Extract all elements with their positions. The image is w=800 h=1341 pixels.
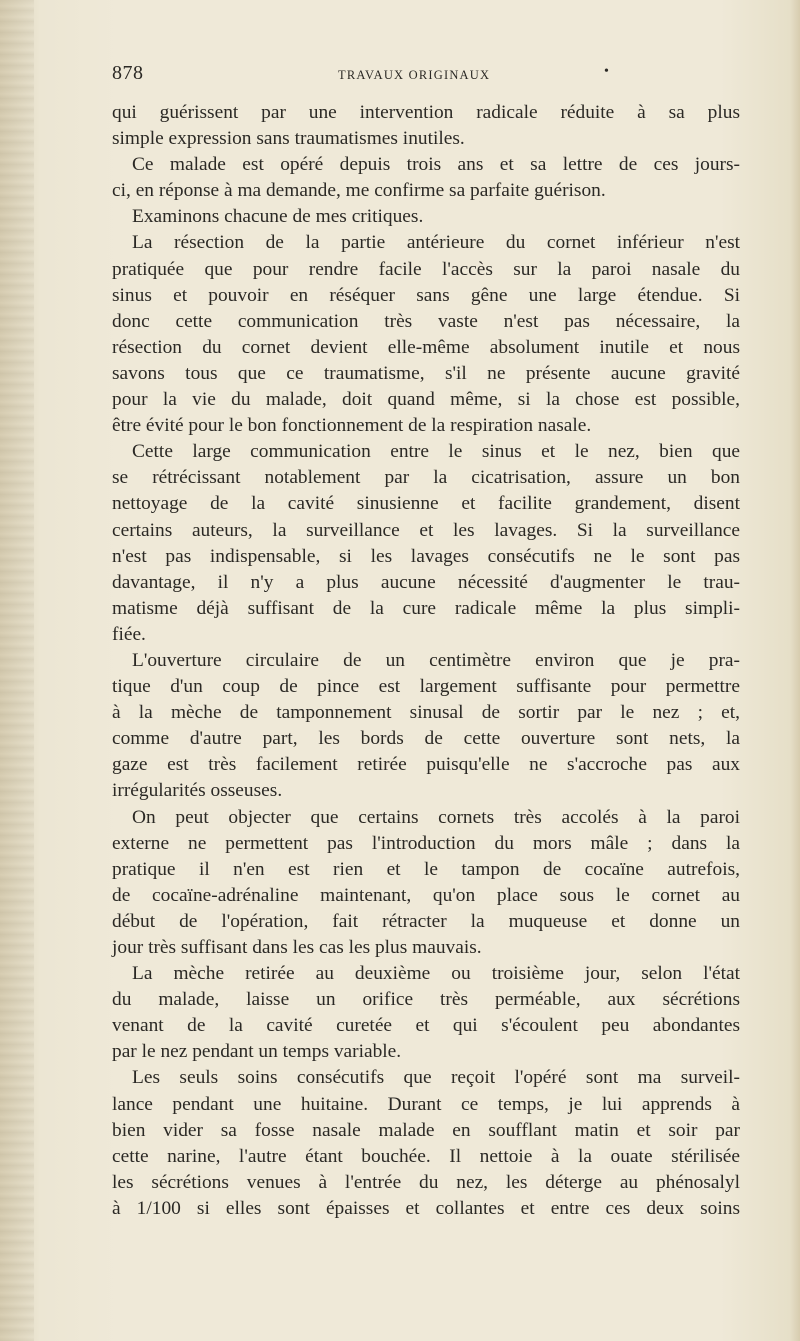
text-line: Les seuls soins consécutifs que reçoit l'opéré sont ma surveil- — [132, 1067, 740, 1089]
text-line: comme d'autre part, les bords de cette ouverture sont nets, la — [112, 728, 740, 750]
text-line: L'ouverture circulaire de un centimètre environ que je pra- — [132, 649, 740, 671]
text-line: bien vider sa fosse nasale malade en soufflant matin et soir par — [112, 1119, 740, 1141]
text-line: de cocaïne-adrénaline maintenant, qu'on place sous le cornet au — [112, 884, 740, 906]
text-line: lance pendant une huitaine. Durant ce temps, je lui apprends à — [112, 1093, 740, 1115]
running-head: TRAVAUX ORIGINAUX — [338, 68, 491, 82]
text-line: être évité pour le bon fonctionnement de la respiration nasale. — [112, 415, 592, 437]
text-line: à 1/100 si elles sont épaisses et collantes et entre ces deux soins — [112, 1197, 740, 1219]
text-line: La mèche retirée au deuxième ou troisième jour, selon l'état — [132, 963, 740, 985]
text-line: On peut objecter que certains cornets très accolés à la paroi — [132, 806, 740, 828]
text-line: ci, en réponse à ma demande, me confirme sa parfaite guérison. — [112, 180, 606, 202]
text-line: qui guérissent par une intervention radicale réduite à sa plus — [112, 102, 740, 123]
text-line: par le nez pendant un temps variable. — [112, 1041, 402, 1063]
text-line: venant de la cavité curetée et qui s'écoulent peu abondantes — [112, 1015, 740, 1037]
text-line: les sécrétions venues à l'entrée du nez, les déterge au phénosalyl — [112, 1171, 740, 1193]
text-line: matisme déjà suffisant de la cure radicale même la plus simpli- — [112, 597, 740, 619]
text-line: pratiquée que pour rendre facile l'accès sur la paroi nasale du — [112, 258, 740, 280]
text-line: certains auteurs, la surveillance et les lavages. Si la surveillance — [112, 519, 740, 541]
text-line: cette narine, l'autre étant bouchée. Il nettoie à la ouate stérilisée — [112, 1145, 740, 1167]
page-header — [112, 62, 740, 88]
text-line: tique d'un coup de pince est largement suffisante pour permettre — [112, 676, 740, 698]
text-line: fiée. — [112, 623, 146, 645]
text-line: sinus et pouvoir en réséquer sans gêne une large étendue. Si — [112, 284, 740, 306]
text-line: pour la vie du malade, doit quand même, si la chose est possible, — [112, 389, 740, 411]
body-text — [112, 100, 740, 1222]
text-line: à la mèche de tamponnement sinusal de sortir par le nez ; et, — [112, 702, 740, 724]
text-line: résection du cornet devient elle-même absolument inutile et nous — [112, 336, 740, 358]
text-line: Cette large communication entre le sinus et le nez, bien que — [132, 441, 740, 463]
text-line: Ce malade est opéré depuis trois ans et sa lettre de ces jours- — [132, 154, 740, 176]
text-line: gaze est très facilement retirée puisqu'elle ne s'accroche pas aux — [112, 754, 740, 776]
text-line: se rétrécissant notablement par la cicatrisation, assure un bon — [112, 467, 740, 489]
text-line: Examinons chacune de mes critiques. — [132, 206, 424, 228]
text-line: du malade, laisse un orifice très perméable, aux sécrétions — [112, 989, 740, 1011]
page-gutter — [0, 0, 34, 1341]
text-line: nettoyage de la cavité sinusienne et facilite grandement, disent — [112, 493, 740, 515]
text-line: La résection de la partie antérieure du cornet inférieur n'est — [132, 232, 740, 254]
text-line: externe ne permettent pas l'introduction du mors mâle ; dans la — [112, 832, 740, 854]
text-line: début de l'opération, fait rétracter la muqueuse et donne un — [112, 910, 740, 932]
text-line: n'est pas indispensable, si les lavages consécutifs ne le sont pas — [112, 545, 740, 567]
page-number: 878 — [112, 62, 144, 84]
text-line: simple expression sans traumatismes inutiles. — [112, 128, 465, 150]
text-line: savons tous que ce traumatisme, s'il ne présente aucune gravité — [112, 362, 740, 384]
header-dot: • — [604, 64, 609, 79]
text-line: davantage, il n'y a plus aucune nécessité d'augmenter le trau- — [112, 571, 740, 593]
text-line: irrégularités osseuses. — [112, 780, 283, 802]
text-line: donc cette communication très vaste n'est pas nécessaire, la — [112, 310, 740, 332]
text-line: jour très suffisant dans les cas les plus mauvais. — [112, 937, 482, 958]
text-line: pratique il n'en est rien et le tampon de cocaïne autrefois, — [112, 858, 740, 880]
